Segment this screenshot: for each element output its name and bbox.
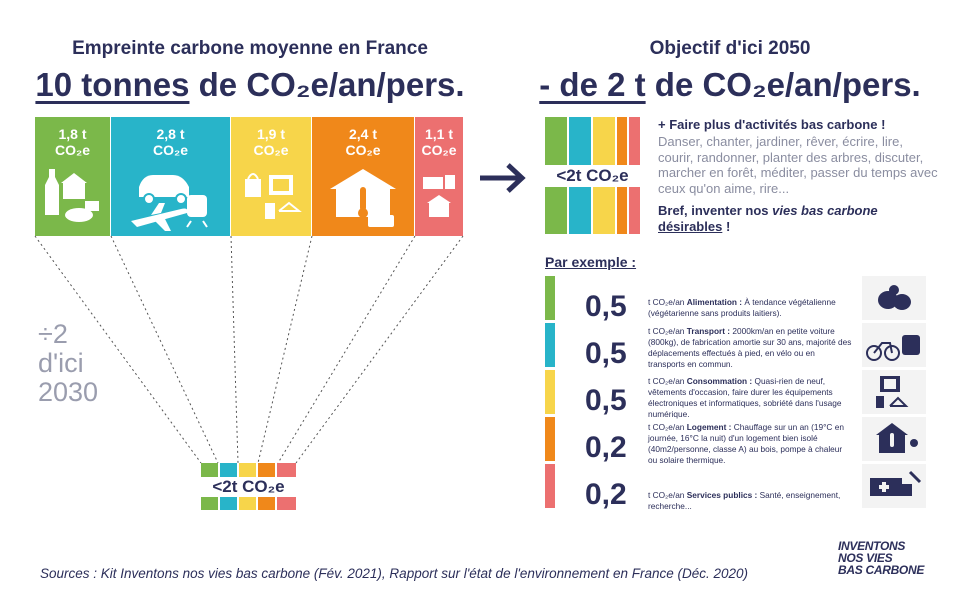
- example-value: 0,5: [585, 384, 627, 417]
- divide-note-line: ÷2: [38, 319, 68, 349]
- segment-value: 2,4 t: [348, 126, 377, 142]
- example-prefix: t CO₂e/an: [648, 490, 687, 500]
- shopping-icon: [862, 370, 926, 414]
- segment-unit: CO₂e: [152, 142, 188, 158]
- conclusion-d: !: [722, 219, 731, 234]
- examples-heading: Par exemple :: [545, 254, 637, 270]
- segment-unit: CO₂e: [421, 142, 457, 158]
- example-bar-food: [545, 276, 555, 320]
- example-bar-housing: [545, 417, 555, 461]
- ambulance-icon: [862, 464, 926, 508]
- example-category: Transport :: [686, 326, 731, 336]
- logo-line: BAS CARBONE: [838, 563, 925, 577]
- right-title-underlined: - de 2 t: [539, 66, 646, 103]
- left-subtitle: Empreinte carbone moyenne en France: [72, 38, 428, 59]
- segment-unit: CO₂e: [345, 142, 381, 158]
- logo: [838, 540, 938, 576]
- example-icon-box: [862, 417, 926, 461]
- conclusion: [658, 203, 938, 235]
- segment-value: 2,8 t: [156, 126, 185, 142]
- example-category: Consommation :: [686, 376, 753, 386]
- conclusion-c: désirables: [658, 219, 723, 234]
- example-text: [648, 422, 853, 466]
- divide-note: [38, 320, 98, 407]
- segment-unit: CO₂e: [54, 142, 90, 158]
- example-desc: Chauffage sur un an (19°C en journée, 16°C la nuit) d'un logement bien isolé (40m2/personne, classe A) au bois, pompe à chaleur ou solaire thermique.: [648, 422, 844, 465]
- example-desc: À tendance végétalienne (végétarienne sans produits laitiers).: [648, 297, 836, 318]
- activities-text: Danser, chanter, jardiner, rêver, écrire, lire, courir, randonner, planter des arbres, discuter, marcher en forêt, méditer, passer du temps avec ceux qu'on aime, rire...: [658, 134, 938, 196]
- example-desc: Santé, enseignement, recherche...: [648, 490, 841, 511]
- example-value: 0,5: [585, 290, 627, 323]
- segment-unit: CO₂e: [253, 142, 289, 158]
- right-title-rest: de CO₂e/an/pers.: [645, 66, 921, 103]
- example-icon-box: [862, 370, 926, 414]
- example-bar-public-services: [545, 464, 555, 508]
- example-category: Alimentation :: [686, 297, 743, 307]
- example-text: [648, 326, 853, 370]
- example-value: 0,2: [585, 431, 627, 464]
- activities-headline: + Faire plus d'activités bas carbone !: [658, 117, 886, 132]
- example-prefix: t CO₂e/an: [648, 376, 687, 386]
- example-value: 0,2: [585, 478, 627, 511]
- example-icon-box: [862, 323, 926, 367]
- example-bar-transport: [545, 323, 555, 367]
- divide-note-line: d'ici: [38, 348, 84, 378]
- example-text: [648, 297, 853, 319]
- logo-line: INVENTONS: [838, 539, 906, 553]
- example-prefix: t CO₂e/an: [648, 297, 687, 307]
- conclusion-b: vies bas carbone: [772, 203, 878, 218]
- example-icon-box: [862, 464, 926, 508]
- left-title-rest: de CO₂e/an/pers.: [189, 66, 465, 103]
- arrow-right-icon: [478, 160, 530, 196]
- left-title-underlined: 10 tonnes: [35, 66, 190, 103]
- sources: Sources : Kit Inventons nos vies bas carbone (Fév. 2021), Rapport sur l'état de l'environnement en France (Déc. 2020): [40, 566, 749, 581]
- example-prefix: t CO₂e/an: [648, 326, 687, 336]
- right-subtitle: Objectif d'ici 2050: [649, 38, 811, 59]
- segment-value: 1,1 t: [424, 126, 453, 142]
- bike-train-icon: [862, 323, 926, 367]
- food-icon: [862, 276, 926, 320]
- example-category: Services publics :: [686, 490, 758, 500]
- example-prefix: t CO₂e/an: [648, 422, 687, 432]
- example-icon-box: [862, 276, 926, 320]
- example-desc: Quasi-rien de neuf, vêtements d'occasion, faire durer les équipements électroniques et informatiques, sobriété dans l'usage numérique.: [648, 376, 842, 419]
- right-title: [520, 66, 940, 104]
- example-value: 0,5: [585, 337, 627, 370]
- example-desc: 2000km/an en petite voiture (800kg), de fabrication amortie sur 30 ans, majorité des déplacements effectués à pied, en vélo ou en transports en commun.: [648, 326, 852, 369]
- house-icon: [862, 417, 926, 461]
- small-target-box: [201, 463, 296, 510]
- divide-note-line: 2030: [38, 377, 99, 407]
- logo-line: NOS VIES: [838, 551, 893, 565]
- segment-value: 1,8 t: [58, 126, 87, 142]
- example-bar-consumption: [545, 370, 555, 414]
- example-category: Logement :: [686, 422, 732, 432]
- conclusion-a: Bref, inventer nos: [658, 203, 773, 218]
- segment-value: 1,9 t: [256, 126, 285, 142]
- big-target-box: [545, 117, 640, 234]
- example-text: [648, 490, 853, 512]
- example-text: [648, 376, 853, 420]
- small-target-label: <2t CO₂e: [201, 477, 296, 497]
- big-target-label: <2t CO₂e: [545, 165, 640, 187]
